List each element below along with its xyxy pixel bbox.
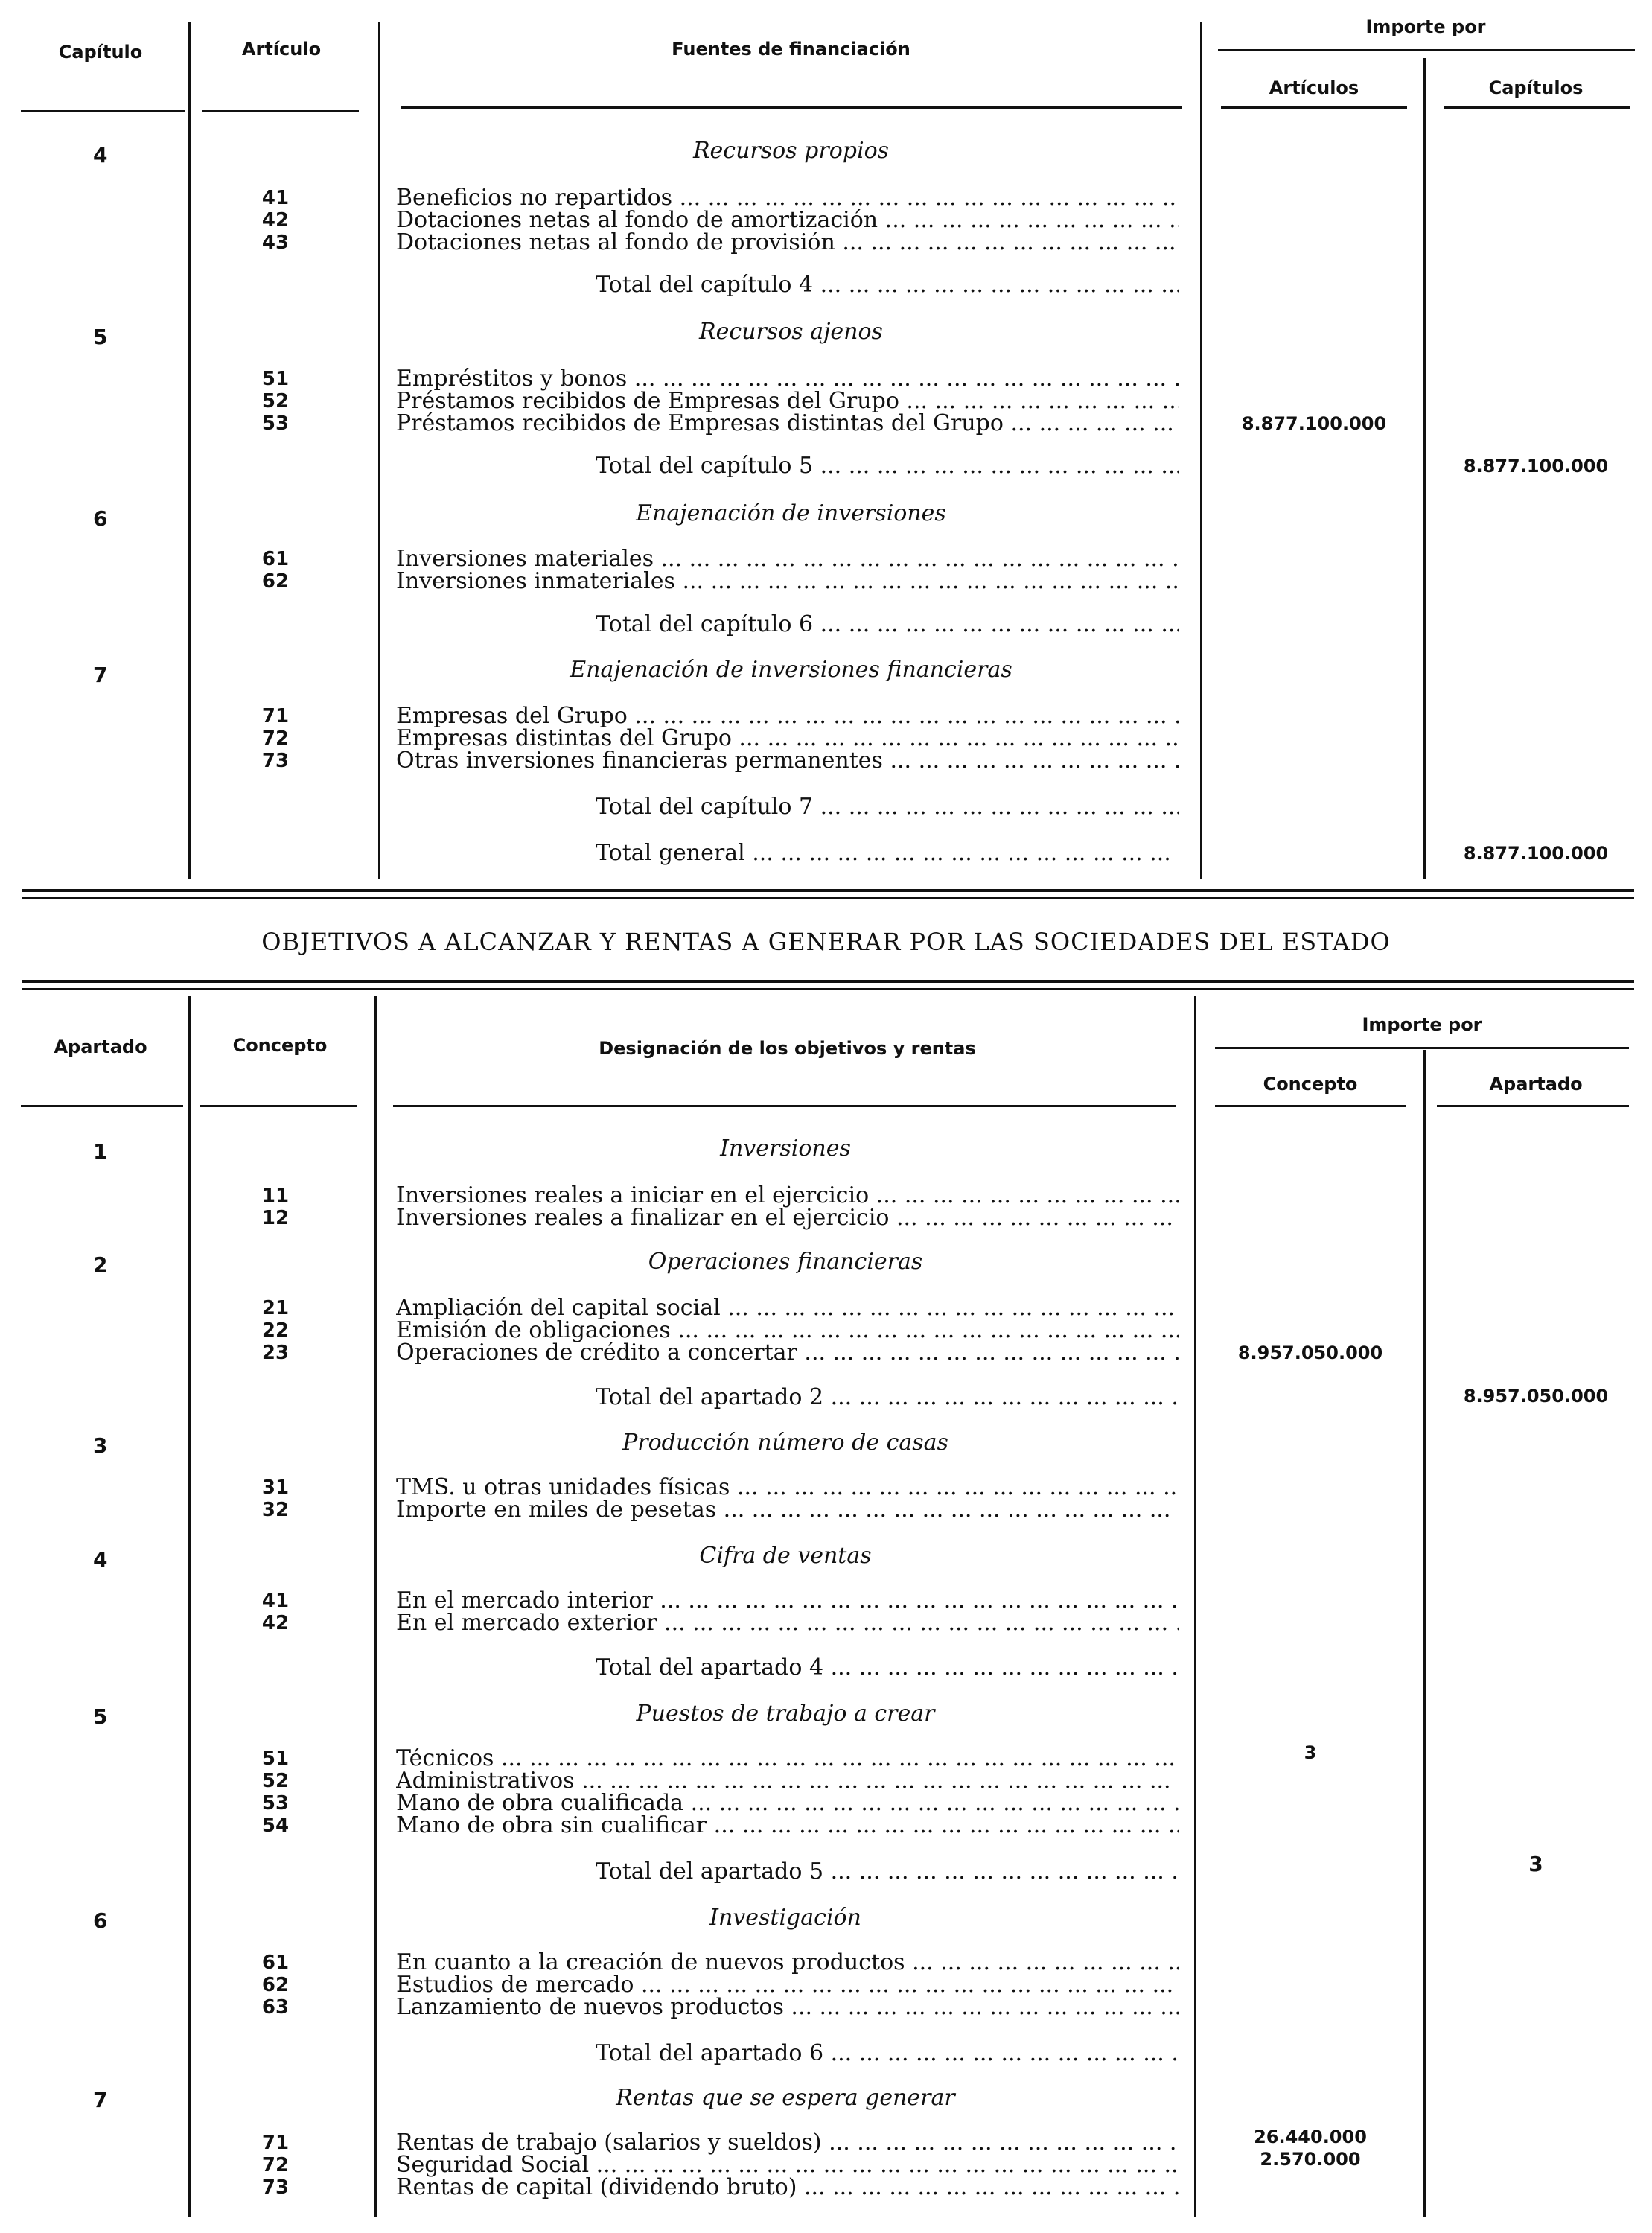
row-label: Empresas distintas del Grupo ... . bbox=[396, 727, 1179, 751]
concepto-amount: 2.570.000 bbox=[1260, 2149, 1361, 2170]
row-code: 63 bbox=[261, 1996, 290, 2019]
row-label: Ampliación del capital social ... . bbox=[396, 1296, 1179, 1320]
section-title: Recursos propios bbox=[692, 138, 890, 164]
row-label: Técnicos ... . bbox=[396, 1747, 1179, 1771]
header-importe-por: Importe por bbox=[1362, 1014, 1482, 1035]
row-label: Mano de obra sin cualificar ... . bbox=[396, 1814, 1179, 1838]
apartado-amount: 3 bbox=[1528, 1852, 1543, 1876]
row-label: Importe en miles de pesetas ... . bbox=[396, 1498, 1179, 1522]
header-rule bbox=[393, 1105, 1176, 1107]
row-label: En el mercado interior ... . bbox=[396, 1589, 1179, 1613]
row-label: Inversiones reales a iniciar en el ejercicio ... . bbox=[396, 1184, 1179, 1208]
row-code: 53 bbox=[261, 1792, 290, 1815]
total-row: Total del capítulo 7 ... . bbox=[596, 795, 1179, 819]
row-label: Préstamos recibidos de Empresas distintas del Grupo ... . bbox=[396, 412, 1179, 436]
row-label: Dotaciones netas al fondo de amortización ... . bbox=[396, 208, 1179, 232]
header-articulos: Artículos bbox=[1269, 77, 1359, 98]
column-rule bbox=[1423, 1050, 1426, 2217]
row-label: Mano de obra cualificada ... . bbox=[396, 1791, 1179, 1815]
row-code: 32 bbox=[261, 1499, 290, 1521]
apartado-amount: 8.957.050.000 bbox=[1463, 1386, 1609, 1407]
concepto-amount: 26.440.000 bbox=[1254, 2127, 1367, 2147]
row-code: 52 bbox=[261, 390, 290, 412]
header-rule bbox=[202, 110, 359, 112]
row-code: 61 bbox=[261, 548, 290, 570]
header-capitulos: Capítulos bbox=[1488, 77, 1584, 98]
column-rule bbox=[1200, 22, 1202, 879]
row-label: En el mercado exterior ... . bbox=[396, 1611, 1179, 1635]
header-rule bbox=[1215, 1047, 1629, 1049]
row-code: 11 bbox=[261, 1185, 290, 1207]
row-label: Otras inversiones financieras permanentes ... . bbox=[396, 749, 1179, 773]
chapter-code: 4 bbox=[93, 143, 108, 168]
header-fuentes: Fuentes de financiación bbox=[672, 39, 910, 60]
total-row: Total del capítulo 4 ... . bbox=[596, 273, 1179, 297]
row-code: 51 bbox=[261, 1748, 290, 1770]
column-rule bbox=[374, 996, 377, 2217]
concepto-amount: 8.957.050.000 bbox=[1237, 1342, 1383, 1363]
section-title: Inversiones bbox=[720, 1135, 851, 1162]
section-code: 2 bbox=[93, 1252, 108, 1277]
row-code: 73 bbox=[261, 750, 290, 772]
row-code: 52 bbox=[261, 1770, 290, 1792]
row-code: 53 bbox=[261, 412, 290, 435]
row-label: En cuanto a la creación de nuevos productos ... . bbox=[396, 1951, 1179, 1975]
row-code: 22 bbox=[261, 1319, 290, 1342]
column-rule bbox=[1423, 58, 1426, 879]
grand-total-amount: 8.877.100.000 bbox=[1463, 843, 1609, 864]
row-code: 54 bbox=[261, 1815, 290, 1837]
row-code: 72 bbox=[261, 727, 290, 750]
header-rule bbox=[1221, 106, 1407, 109]
capitulo-amount: 8.877.100.000 bbox=[1463, 456, 1609, 477]
section-code: 3 bbox=[93, 1433, 108, 1458]
row-code: 31 bbox=[261, 1477, 290, 1499]
row-label: Inversiones inmateriales ... . bbox=[396, 570, 1179, 593]
header-rule bbox=[1437, 1105, 1629, 1107]
total-row: Total del apartado 2 ... . bbox=[596, 1386, 1179, 1409]
header-apartado: Apartado bbox=[54, 1036, 147, 1057]
section-code: 4 bbox=[93, 1547, 108, 1572]
row-label: Beneficios no repartidos ... . bbox=[396, 186, 1179, 210]
double-rule bbox=[22, 889, 1634, 899]
row-label: Rentas de capital (dividendo bruto) ... . bbox=[396, 2176, 1179, 2199]
page-title: OBJETIVOS A ALCANZAR Y RENTAS A GENERAR POR LAS SOCIEDADES DEL ESTADO bbox=[261, 928, 1391, 956]
row-code: 41 bbox=[261, 1590, 290, 1612]
column-rule bbox=[188, 22, 191, 879]
row-code: 42 bbox=[261, 209, 290, 232]
section-code: 6 bbox=[93, 1908, 108, 1933]
row-code: 41 bbox=[261, 187, 290, 209]
row-code: 61 bbox=[261, 1952, 290, 1974]
row-code: 12 bbox=[261, 1207, 290, 1229]
row-label: Inversiones reales a finalizar en el ejercicio ... . bbox=[396, 1206, 1179, 1230]
header-rule bbox=[21, 1105, 183, 1107]
column-rule bbox=[188, 996, 191, 2217]
total-row: Total del apartado 5 ... . bbox=[596, 1860, 1179, 1884]
articulo-amount: 8.877.100.000 bbox=[1241, 413, 1387, 434]
total-row: Total del apartado 4 ... . bbox=[596, 1656, 1179, 1680]
row-label: Estudios de mercado ... . bbox=[396, 1973, 1179, 1997]
column-rule bbox=[378, 22, 380, 879]
section-code: 7 bbox=[93, 2088, 108, 2112]
double-rule bbox=[22, 980, 1634, 990]
chapter-code: 5 bbox=[93, 325, 108, 349]
row-code: 62 bbox=[261, 1974, 290, 1996]
header-apartado-col: Apartado bbox=[1489, 1074, 1583, 1095]
section-code: 5 bbox=[93, 1704, 108, 1729]
header-rule bbox=[401, 106, 1182, 109]
row-code: 23 bbox=[261, 1342, 290, 1364]
header-rule bbox=[21, 110, 185, 112]
section-code: 1 bbox=[93, 1139, 108, 1164]
section-title: Recursos ajenos bbox=[699, 319, 883, 345]
section-title: Rentas que se espera generar bbox=[616, 2085, 955, 2111]
row-code: 51 bbox=[261, 368, 290, 390]
header-concepto-col: Concepto bbox=[1263, 1074, 1358, 1095]
header-concepto: Concepto bbox=[232, 1035, 328, 1056]
header-articulo: Artículo bbox=[241, 39, 322, 60]
chapter-code: 6 bbox=[93, 506, 108, 531]
row-code: 43 bbox=[261, 232, 290, 254]
row-label: Préstamos recibidos de Empresas del Grupo ... . bbox=[396, 389, 1179, 413]
section-title: Producción número de casas bbox=[622, 1430, 948, 1456]
row-code: 42 bbox=[261, 1612, 290, 1634]
header-importe-por: Importe por bbox=[1365, 16, 1486, 37]
row-label: Empresas del Grupo ... . bbox=[396, 704, 1179, 728]
section-title: Enajenación de inversiones financieras bbox=[570, 657, 1012, 683]
row-label: Empréstitos y bonos ... . bbox=[396, 367, 1179, 391]
header-rule bbox=[1215, 1105, 1406, 1107]
section-title: Operaciones financieras bbox=[648, 1249, 923, 1275]
row-code: 72 bbox=[261, 2154, 290, 2176]
row-label: Inversiones materiales ... . bbox=[396, 547, 1179, 571]
row-label: Operaciones de crédito a concertar ... . bbox=[396, 1341, 1179, 1365]
header-rule bbox=[200, 1105, 357, 1107]
row-label: Emisión de obligaciones ... . bbox=[396, 1319, 1179, 1342]
row-code: 62 bbox=[261, 570, 290, 593]
grand-total-row: Total general ... . bbox=[596, 841, 1179, 865]
section-title: Cifra de ventas bbox=[699, 1543, 872, 1569]
header-capitulo: Capítulo bbox=[58, 42, 143, 63]
row-label: Seguridad Social ... . bbox=[396, 2153, 1179, 2177]
total-row: Total del capítulo 5 ... . bbox=[596, 454, 1179, 478]
concepto-amount: 3 bbox=[1304, 1742, 1317, 1763]
row-label: Administrativos ... . bbox=[396, 1769, 1179, 1793]
row-label: Lanzamiento de nuevos productos ... . bbox=[396, 1995, 1179, 2019]
total-row: Total del apartado 6 ... . bbox=[596, 2042, 1179, 2065]
total-row: Total del capítulo 6 ... . bbox=[596, 613, 1179, 637]
row-code: 71 bbox=[261, 705, 290, 727]
row-code: 73 bbox=[261, 2176, 290, 2199]
header-rule bbox=[1218, 49, 1635, 51]
row-code: 71 bbox=[261, 2132, 290, 2154]
row-label: Rentas de trabajo (salarios y sueldos) ... . bbox=[396, 2131, 1179, 2155]
chapter-code: 7 bbox=[93, 663, 108, 687]
header-rule bbox=[1444, 106, 1630, 109]
row-label: TMS. u otras unidades físicas ... . bbox=[396, 1476, 1179, 1500]
section-title: Puestos de trabajo a crear bbox=[636, 1701, 935, 1727]
header-designacion: Designación de los objetivos y rentas bbox=[599, 1038, 976, 1059]
section-title: Investigación bbox=[709, 1905, 861, 1931]
section-title: Enajenación de inversiones bbox=[636, 500, 946, 526]
column-rule bbox=[1194, 996, 1196, 2217]
row-label: Dotaciones netas al fondo de provisión ... . bbox=[396, 231, 1179, 255]
row-code: 21 bbox=[261, 1297, 290, 1319]
